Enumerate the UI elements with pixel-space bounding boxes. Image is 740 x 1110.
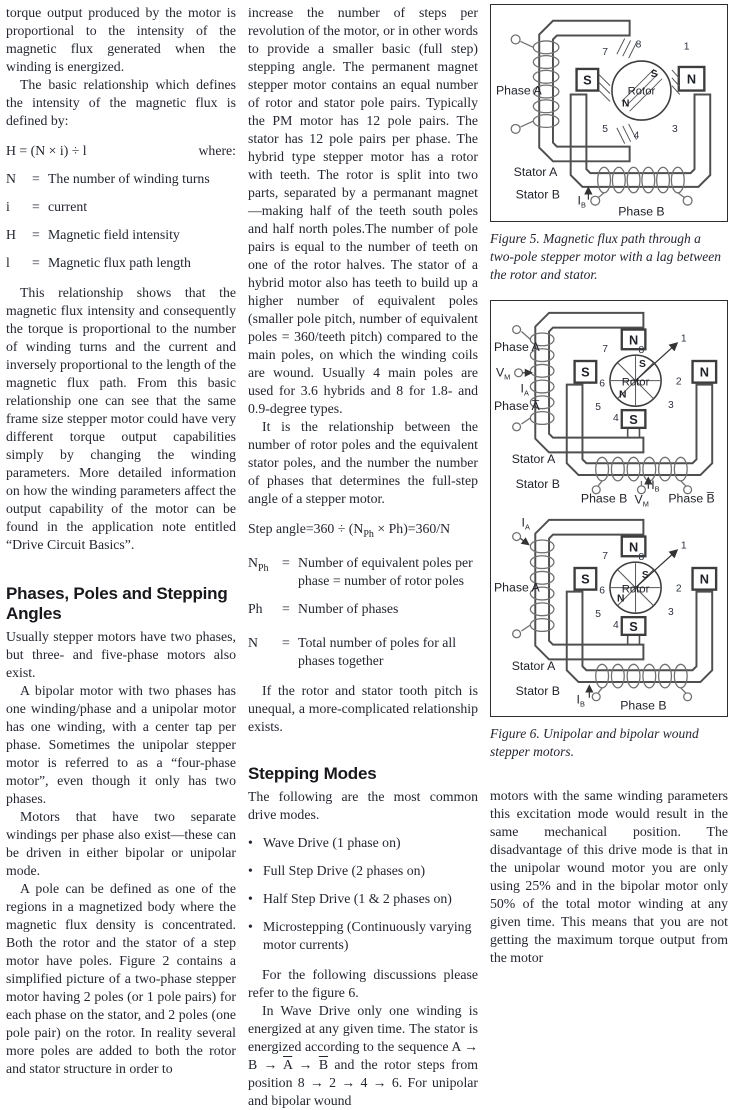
formula-part: × Ph)=360/N [373, 521, 451, 536]
pole-n-label: N [686, 71, 697, 87]
rotor-s-label: S [650, 68, 658, 80]
phase-b-bar-label: Phase B̅ [668, 491, 715, 506]
column-2 [248, 4, 478, 1110]
paragraph: Motors that have two separate windings per phase also exist—these can be driven in either bipolar or unipolar mode. [6, 809, 236, 878]
paragraph: For the following discussions please refer to the figure 6. [248, 967, 478, 1000]
column-1 [6, 4, 236, 1110]
def-text: Magnetic field intensity [48, 227, 180, 242]
def-symbol: Ph [248, 600, 263, 616]
stator-a-label: Stator A [511, 659, 556, 674]
figure5-box [490, 4, 728, 222]
overline-a: $\overline{A}$ [283, 1057, 293, 1072]
position-3: 3 [671, 123, 678, 135]
def-equals: = [282, 554, 290, 570]
figure5-diagram [494, 8, 724, 218]
def-text: Magnetic flux path length [48, 255, 191, 270]
vm-label: $V_M$ [495, 366, 511, 383]
section-heading-phases-poles: Phases, Poles and Stepping Angles [6, 584, 228, 623]
position-3: 3 [668, 606, 674, 618]
figure6-unipolar-diagram [494, 304, 724, 506]
bullet-item [248, 890, 478, 908]
bullet-text: Wave Drive (1 phase on) [263, 835, 401, 850]
position-7: 7 [602, 550, 608, 562]
def-equals: = [282, 634, 290, 650]
vm-bottom-label: $V_M$ [634, 492, 649, 507]
bullet-text: Half Step Drive (1 & 2 phases on) [263, 891, 452, 906]
position-6: 6 [599, 378, 605, 390]
figure5-caption: Figure 5. Magnetic flux path through a two-pole stepper motor with a lag between the rotor and stator. [490, 231, 721, 283]
pole-s-label: S [583, 72, 592, 88]
pole-s-bottom: S [629, 618, 638, 634]
definition-row [248, 634, 478, 670]
formula-step-angle [248, 520, 478, 544]
position-3: 3 [668, 400, 674, 412]
overline-b: $\overline{B}$ [318, 1057, 329, 1072]
stator-a-label: Stator A [513, 165, 558, 180]
position-2: 2 [675, 583, 682, 595]
figure6-box [490, 300, 728, 717]
stator-b-label: Stator B [515, 683, 560, 698]
phase-a-label: Phase A [494, 340, 540, 355]
formula-text: H = (N × i) ÷ l [6, 143, 87, 158]
figure6-bipolar-diagram [494, 511, 724, 713]
pole-n-top: N [628, 539, 639, 555]
rotor-label: Rotor [621, 583, 650, 596]
definition-row [6, 254, 236, 272]
rotor-n-label: N [617, 593, 625, 605]
paragraph: A bipolar motor with two phases has one winding/phase and a unipolar motor has one winding, with a center tap per phase. Sometimes the unipolar stepper motor is referred to as a “four-phase motor”, even though it only has two phases. [6, 683, 236, 806]
position-8: 8 [638, 345, 645, 357]
position-1: 1 [680, 333, 687, 345]
position-8: 8 [635, 39, 642, 51]
def-equals: = [32, 171, 40, 186]
rotor-s-label: S [638, 359, 646, 371]
def-symbol: N [248, 634, 258, 650]
bullet-glyph: • [248, 863, 253, 878]
position-5: 5 [595, 608, 602, 620]
def-symbol: $N_{Ph}$ [248, 554, 269, 574]
pole-s-bottom: S [629, 412, 638, 428]
bullet-item [248, 834, 478, 852]
position-8: 8 [638, 551, 645, 563]
position-5: 5 [595, 402, 602, 414]
rotor-label: Rotor [621, 376, 650, 389]
paragraph: It is the relationship between the number of rotor poles and the equivalent stator poles, and the number the number of phases that determines the full-step angle of a stepper motor. [248, 419, 478, 506]
def-symbol: i [6, 199, 10, 214]
phase-a-label: Phase A [494, 580, 540, 595]
position-1: 1 [680, 540, 687, 552]
def-text: The number of winding turns [48, 171, 210, 186]
bullet-glyph: • [248, 835, 253, 850]
position-1: 1 [683, 41, 690, 53]
paragraph: The basic relationship which defines the intensity of the magnetic flux is defined by: [6, 77, 236, 128]
phase-b-label: Phase B [618, 204, 665, 219]
definition-row [6, 226, 236, 244]
position-4: 4 [633, 130, 640, 142]
formula-h [6, 142, 236, 160]
position-6: 6 [599, 585, 605, 597]
def-equals: = [32, 255, 40, 270]
paragraph: increase the number of steps per revolution of the motor, or in other words to provide a smaller basic (full step) stepping angle. The permanent magnet stepper motor contains an equal number of rotor and stator pole pairs. Typically the PM motor has 12 pole pairs. The stator has 12 pole pairs per phase. The hybrid type stepper motor has a rotor with teeth. The rotor is split into two parts, separated by a permanant magnet—making half of the teeth south poles and half north poles.The number of pole pairs is equal to the number of teeth on one of the rotor halves. The stator of a hybrid motor also has teeth to build up a higher number of equivalent poles (smaller pole pitch, number of equivalent poles = 360/teeth pitch) compared to the main poles, on which the winding coils are wound. Usually 4 main poles are used for 3.6 hybrids and 8 for 1.8- and 0.9-degree types. [248, 5, 478, 416]
stator-b-label: Stator B [515, 187, 560, 202]
paragraph: In Wave Drive only one winding is energized at any given time. The stator is energized according to the sequence $A \to B \to \overline{A} \to \overline{B}$ and the rotor steps from position 8 → 2 → 4 → 6. For unipolar and bipolar wound [248, 1003, 478, 1108]
definition-row [248, 600, 478, 624]
def-equals: = [282, 600, 290, 616]
def-symbol: l [6, 255, 10, 270]
current-ia-label: $I_A$ [521, 515, 530, 532]
definition-row [6, 198, 236, 216]
paragraph: Usually stepper motors have two phases, but three- and five-phase motors also exist. [6, 629, 236, 680]
rotor-n-label: N [619, 389, 627, 401]
definition-row [248, 554, 478, 590]
paragraph: If the rotor and stator tooth pitch is unequal, a more-complicated relationship exists. [248, 682, 478, 734]
def-text: Number of phases [298, 600, 399, 616]
pole-s-left: S [581, 365, 590, 381]
position-4: 4 [613, 413, 619, 425]
rotor-label: Rotor [627, 85, 656, 98]
paragraph: The following are the most common drive modes. [248, 789, 478, 822]
phase-b-label: Phase B [580, 491, 628, 506]
bullet-text: Full Step Drive (2 phases on) [263, 863, 426, 878]
current-ib-label: $I_B$ [651, 478, 660, 495]
position-7: 7 [602, 344, 608, 356]
def-text: Total number of poles for all phases together [298, 634, 457, 668]
paragraph: motors with the same winding parameters this excitation mode would result in the same mechanical position. The disadvantage of this drive mode is that in the unipolar wound motor you are only using 25% and in the bipolar motor only 50% of the total motor winding at any given time. This means that you are not getting the maximum torque output from the motor [490, 788, 728, 966]
position-5: 5 [602, 123, 608, 135]
rotor-n-label: N [621, 98, 630, 110]
def-text: Number of equivalent poles per phase = number of rotor poles [298, 554, 473, 588]
pole-stubs [628, 428, 640, 438]
phase-a-bar-label: Phase A̅ [494, 399, 540, 414]
paragraph: A pole can be defined as one of the regions in a magnetized body where the magnetic flux density is concentrated. Both the rotor and the stator of a step motor have poles. Figure 2 contains a simplified picture of a two-phase stepper motor having 2 poles (or 1 pole pairs) for each phase on the stator, and 2 poles (one pole pair) on the rotor. In reality several more poles are added to both the rotor and stator structure in order to [6, 881, 236, 1076]
pole-s-left: S [581, 571, 590, 587]
definition-row [6, 170, 236, 188]
bullet-item [248, 862, 478, 880]
position-7: 7 [602, 47, 608, 59]
current-ib-label: $I_B$ [577, 193, 586, 210]
phase-b-label: Phase B [620, 698, 667, 713]
pole-stubs [628, 635, 640, 645]
def-text: current [48, 199, 88, 214]
def-equals: = [32, 199, 40, 214]
def-symbol: N [6, 171, 16, 186]
formula-where: where: [198, 143, 236, 158]
def-equals: = [32, 227, 40, 242]
section-heading-stepping-modes: Stepping Modes [248, 763, 377, 783]
pole-n-right: N [699, 365, 709, 381]
bullet-item [248, 918, 478, 954]
current-ib-label: $I_B$ [576, 692, 585, 709]
position-2: 2 [675, 376, 682, 388]
phase-a-label: Phase A [495, 83, 542, 98]
formula-part: Step angle=360 ÷ (N [248, 521, 364, 536]
bullet-text: Microstepping (Continuously varying motor currents) [263, 919, 472, 952]
figure6-caption: Figure 6. Unipolar and bipolar wound stepper motors. [490, 726, 699, 760]
rotor-s-label: S [641, 569, 649, 581]
def-symbol: H [6, 227, 16, 242]
bullet-glyph: • [248, 891, 253, 906]
paragraph: torque output produced by the motor is proportional to the intensity of the magnetic flux generated when the winding is energized. [6, 5, 236, 74]
stator-b-label: Stator B [515, 477, 560, 492]
bullet-glyph: • [248, 919, 253, 934]
stator-a-label: Stator A [511, 452, 556, 467]
paragraph: This relationship shows that the magnetic flux intensity and consequently the torque is proportional to the number of winding turns and the current and inversely proportional to the length of the magnetic flux path. From this basic relationship one can see that the same frame size stepper motor could have very different torque output capabilities simply by changing the winding parameters. More detailed information on how the winding parameters affect the output capability of the motor can be found in the application note entitled “Drive Circuit Basics”. [6, 285, 236, 552]
pole-n-right: N [699, 571, 709, 587]
current-ia-arrow [521, 538, 529, 544]
column-3 [490, 4, 728, 1110]
current-ia-label: $I_A$ [520, 381, 529, 398]
position-4: 4 [613, 619, 619, 631]
pole-n-top: N [628, 332, 639, 348]
formula-sub: Ph [363, 528, 374, 540]
